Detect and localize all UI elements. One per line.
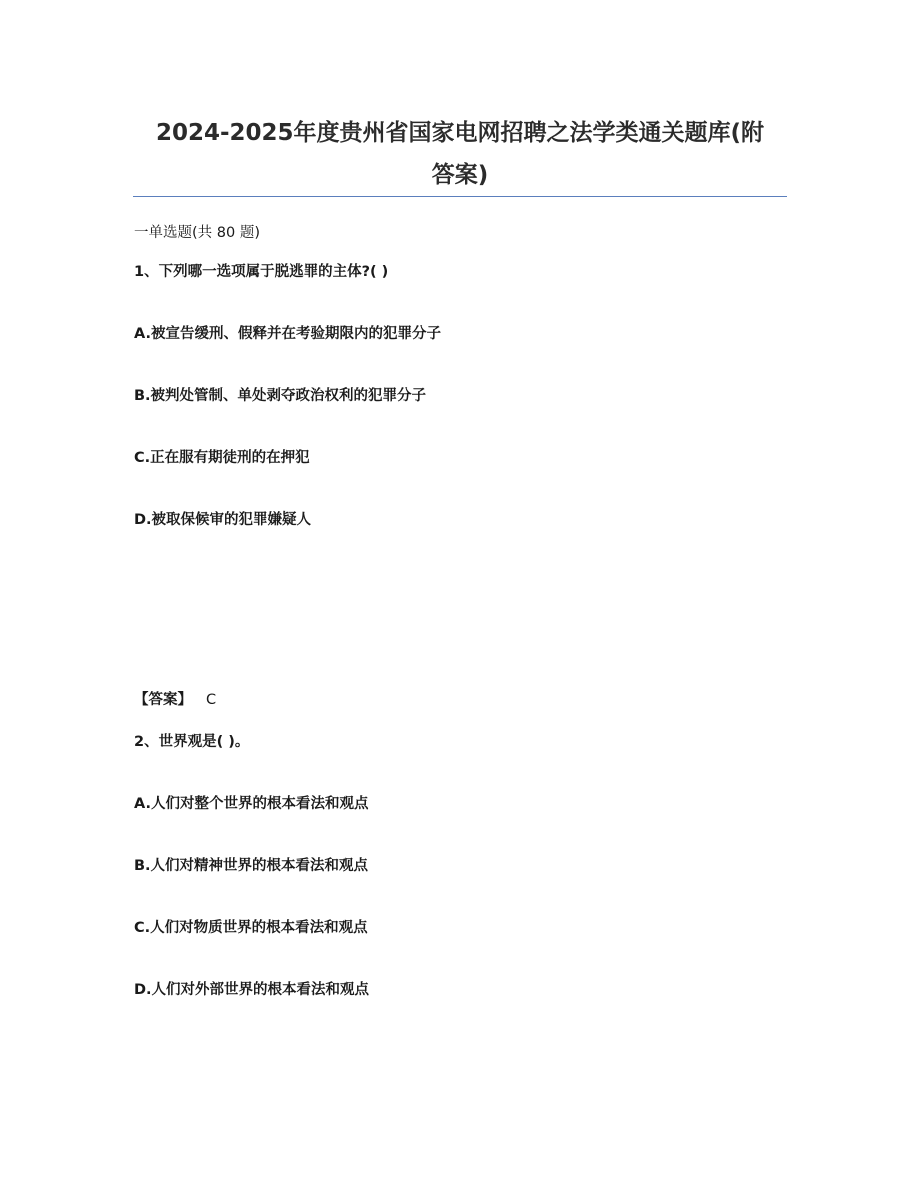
question-1-option-b: B.被判处管制、单处剥夺政治权利的犯罪分子 <box>134 388 427 404</box>
question-2-stem: 2、世界观是( )。 <box>134 734 250 750</box>
document-title-line-2: 答案) <box>431 162 489 188</box>
question-1-stem: 1、下列哪一选项属于脱逃罪的主体?( ) <box>134 264 389 280</box>
answer-label: 【答案】 <box>134 692 192 708</box>
question-2-option-b: B.人们对精神世界的根本看法和观点 <box>134 858 369 874</box>
question-2-option-a: A.人们对整个世界的根本看法和观点 <box>134 796 369 812</box>
document-title <box>133 112 787 196</box>
question-2-option-c: C.人们对物质世界的根本看法和观点 <box>134 920 368 936</box>
title-divider <box>133 196 787 197</box>
question-1-answer <box>134 690 216 710</box>
question-2-option-d: D.人们对外部世界的根本看法和观点 <box>134 982 370 998</box>
question-1-option-c: C.正在服有期徒刑的在押犯 <box>134 450 310 466</box>
answer-value: C <box>206 692 217 708</box>
document-title-line-1: 2024-2025年度贵州省国家电网招聘之法学类通关题库(附 <box>155 120 765 146</box>
section-heading: 一单选题(共 80 题) <box>134 225 260 241</box>
question-1-option-a: A.被宣告缓刑、假释并在考验期限内的犯罪分子 <box>134 326 441 342</box>
question-1-option-d: D.被取保候审的犯罪嫌疑人 <box>134 512 312 528</box>
